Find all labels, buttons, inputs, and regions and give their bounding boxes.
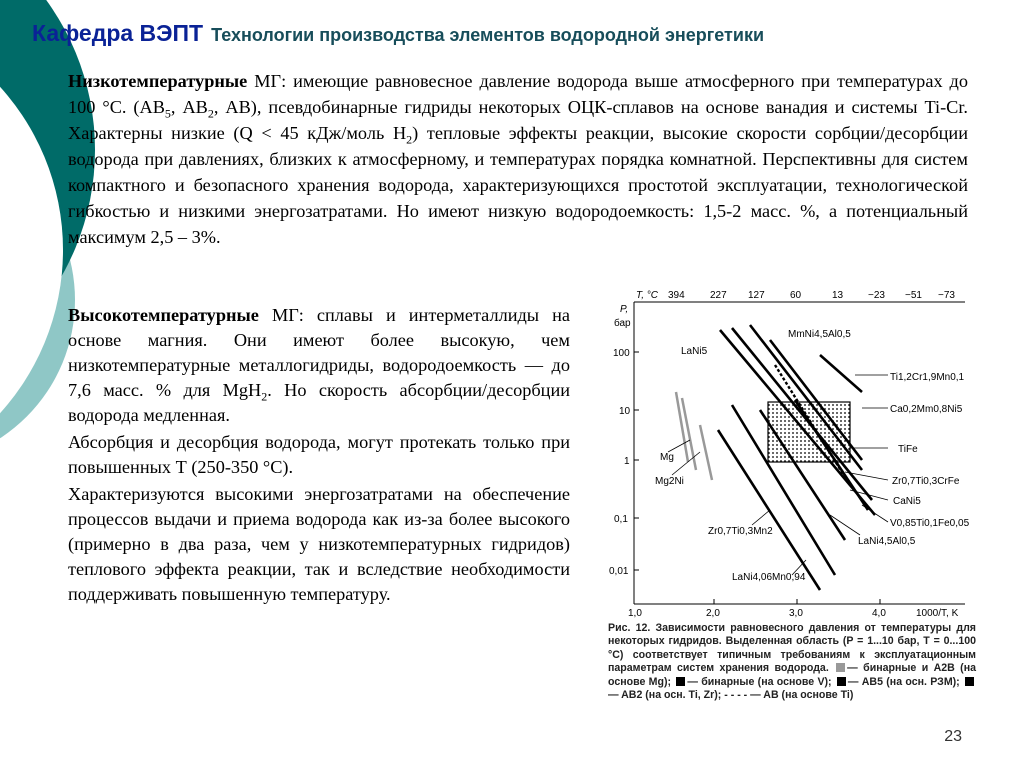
y-tick-100: 100 [613,348,630,359]
label-cani5: CaNi5 [893,496,921,507]
figure-caption: Рис. 12. Зависимости равновесного давления от температуры для некоторых гидридов. Выделенная область (P = 1...10 бар, T = 0...100 °С) соответствует типичным требованиям к эксплуатационным параметрам систем хранения водорода. — бинарные и A2B (на основе Mg); — бинарные (на основе V); — AB5 (на осн. РЗМ); — AB2 (на осн. Ti, Zr); - - - - — AB (на основе Ti) [608,622,976,702]
legend-black-square-icon [837,677,846,686]
top-tick-227: 227 [710,290,727,301]
low-temp-term: Низкотемпературные [68,71,248,91]
label-mg2ni: Mg2Ni [655,476,684,487]
page-number: 23 [944,728,962,745]
slide-header [32,20,764,47]
top-tick-13: 13 [832,290,844,301]
high-temp-paragraph: Высокотемпературные МГ: сплавы и интерметаллиды на основе магния. Они имеют более высокую, чем низкотемпературные металлогидриды, водородоемкость — до 7,6 масс. % для MgH$_2$. Но скорость абсорбции/десорбции водорода медленная. [68,305,571,425]
y-tick-0-01: 0,01 [609,566,629,577]
label-laniai: LaNi4,5Al0,5 [858,536,916,547]
y-tick-0-1: 0,1 [614,514,628,525]
top-tick-minus51: −51 [905,290,922,301]
y-tick-10: 10 [619,406,631,417]
label-lanimn: LaNi4,06Mn0,94 [732,572,806,583]
mg2ni-line [700,425,712,480]
energy-paragraph: Характеризуются высокими энергозатратами на обеспечение процессов выдачи и приема водорода как из-за более высокого (примерно в два раза, чем у низкотемпературных гидридов) теплового эффекта реакции, так и вследствие необходимости поддерживать повышенную температуру. [68,484,570,604]
y-axis-label-p: P, [620,304,629,315]
y-tick-1: 1 [624,456,630,467]
low-temperature-paragraph: Низкотемпературные МГ: имеющие равновесное давление водорода выше атмосферного при температурах до 100 °С. ($АВ_5$, $АВ_2$, АВ), псевдобинарные гидриды некоторых ОЦК-сплавов на основе ванадия и системы Ti-Cr. Характерны низкие (Q < 45 кДж/моль $Н_2$) тепловые эффекты реакции, высокие скорости сорбции/десорбции водорода при давлениях, близких к атмосферному, и температурах порядка комнатной. Перспективны для систем компактного и безопасного хранения водорода, характеризующихся простотой эксплуатации, технологической гибкостью и низкими энергозатратами. Но имеют низкую водородоемкость: 1,5-2 масс. %, а потенциальный максимум 2,5 – 3%. [68,71,968,247]
x-axis-label: 1000/T, K [916,608,959,619]
high-temperature-section [68,303,570,609]
operating-region [768,402,850,462]
course-title: Технологии производства элементов водородной энергетики [211,25,765,45]
temperature-paragraph: Абсорбция и десорбция водорода, могут протекать только при повышенных Т (250-350 °С). [68,432,570,477]
top-tick-127: 127 [748,290,765,301]
y-axis-label-unit: бар [614,318,631,329]
high-temp-term: Высокотемпературные [68,305,259,325]
top-tick-minus23: −23 [868,290,885,301]
x-tick-2-0: 2,0 [706,608,720,619]
label-tife: TiFe [898,444,918,455]
legend-grey-square-icon [836,663,845,672]
legend-black-square-icon [676,677,685,686]
label-ticrmn: Ti1,2Cr1,9Mn0,1 [890,372,965,383]
top-axis-label: T, °C [636,290,658,301]
label-vtife: V0,85Ti0,1Fe0,05 [890,518,970,529]
x-tick-1-0: 1,0 [628,608,642,619]
top-tick-minus73: −73 [938,290,955,301]
label-camm: Ca0,2Mm0,8Ni5 [890,404,963,415]
label-mg: Mg [660,452,674,463]
x-tick-4-0: 4,0 [872,608,886,619]
department-title: Кафедра ВЭПТ [32,20,204,46]
top-tick-60: 60 [790,290,802,301]
legend-black-square-icon [965,677,974,686]
label-zrtimn: Zr0,7Ti0,3Mn2 [708,526,773,537]
label-zrticrfe: Zr0,7Ti0,3CrFe [892,476,960,487]
top-tick-394: 394 [668,290,685,301]
x-tick-3-0: 3,0 [789,608,803,619]
label-mmni: MmNi4,5Al0,5 [788,329,851,340]
label-lani5: LaNi5 [681,346,708,357]
